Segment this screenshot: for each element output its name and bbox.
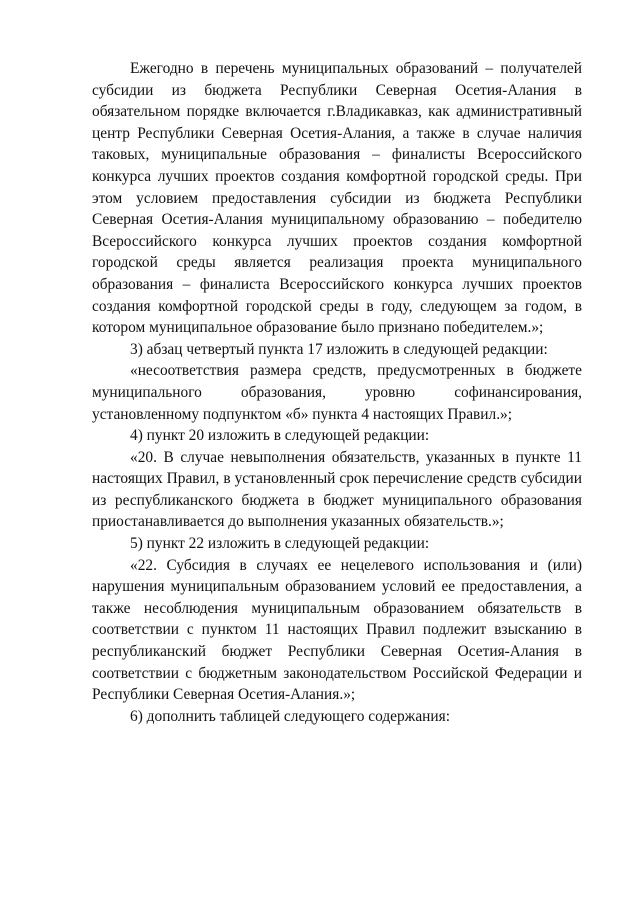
paragraph-item-6: 6) дополнить таблицей следующего содержания: [130,707,450,725]
paragraph-item-4-text: «20. В случае невыполнения обязательств, указанных в пункте 11 настоящих Правил, в установленный срок перечисление средств субсидии из республиканского бюджета в бюджет муниципального образования приостанавливается до выполнения указанных обязательств.»; [92,448,582,531]
paragraph-item-5: 5) пункт 22 изложить в следующей редакции: [130,535,430,553]
paragraph-annual-list: Ежегодно в перечень муниципальных образований – получателей субсидии из бюджета Республики Северная Осетия-Алания в обязательном порядке включается г.Владикавказ, как административный центр Республики Северная Осетия-Алания, а также в случае наличия таковых, муниципальные образования – финалисты Всероссийского конкурса лучших проектов создания комфортной городской среды. При этом условием предоставления субсидии из бюджета Республики Северная Осетия-Алания муниципальному образованию – победителю Всероссийского конкурса лучших проектов создания комфортной городской среды является реализация проекта муниципального образования – финалиста Всероссийского конкурса лучших проектов создания комфортной городской среды в году, следующем за годом, в котором муниципальное образование было признано победителем.»; [92,60,582,337]
document-body [92,58,582,727]
paragraph-item-5-text: «22. Субсидия в случаях ее нецелевого использования и (или) нарушения муниципальным образованием условий ее предоставления, а также несоблюдения муниципальным образованием обязательств в соответствии с пунктом 11 настоящих Правил подлежит взысканию в республиканский бюджет Республики Северная Осетия-Алания в соответствии с бюджетным законодательством Российской Федерации и Республики Северная Осетия-Алания.»; [92,556,582,704]
paragraph-item-3-text: «несоответствия размера средств, предусмотренных в бюджете муниципального образования, уровню софинансирования, установленному подпунктом «б» пункта 4 настоящих Правил.»; [92,362,582,423]
paragraph-item-3: 3) абзац четвертый пункта 17 изложить в следующей редакции: [130,340,548,358]
paragraph-item-4: 4) пункт 20 изложить в следующей редакции: [130,427,430,445]
